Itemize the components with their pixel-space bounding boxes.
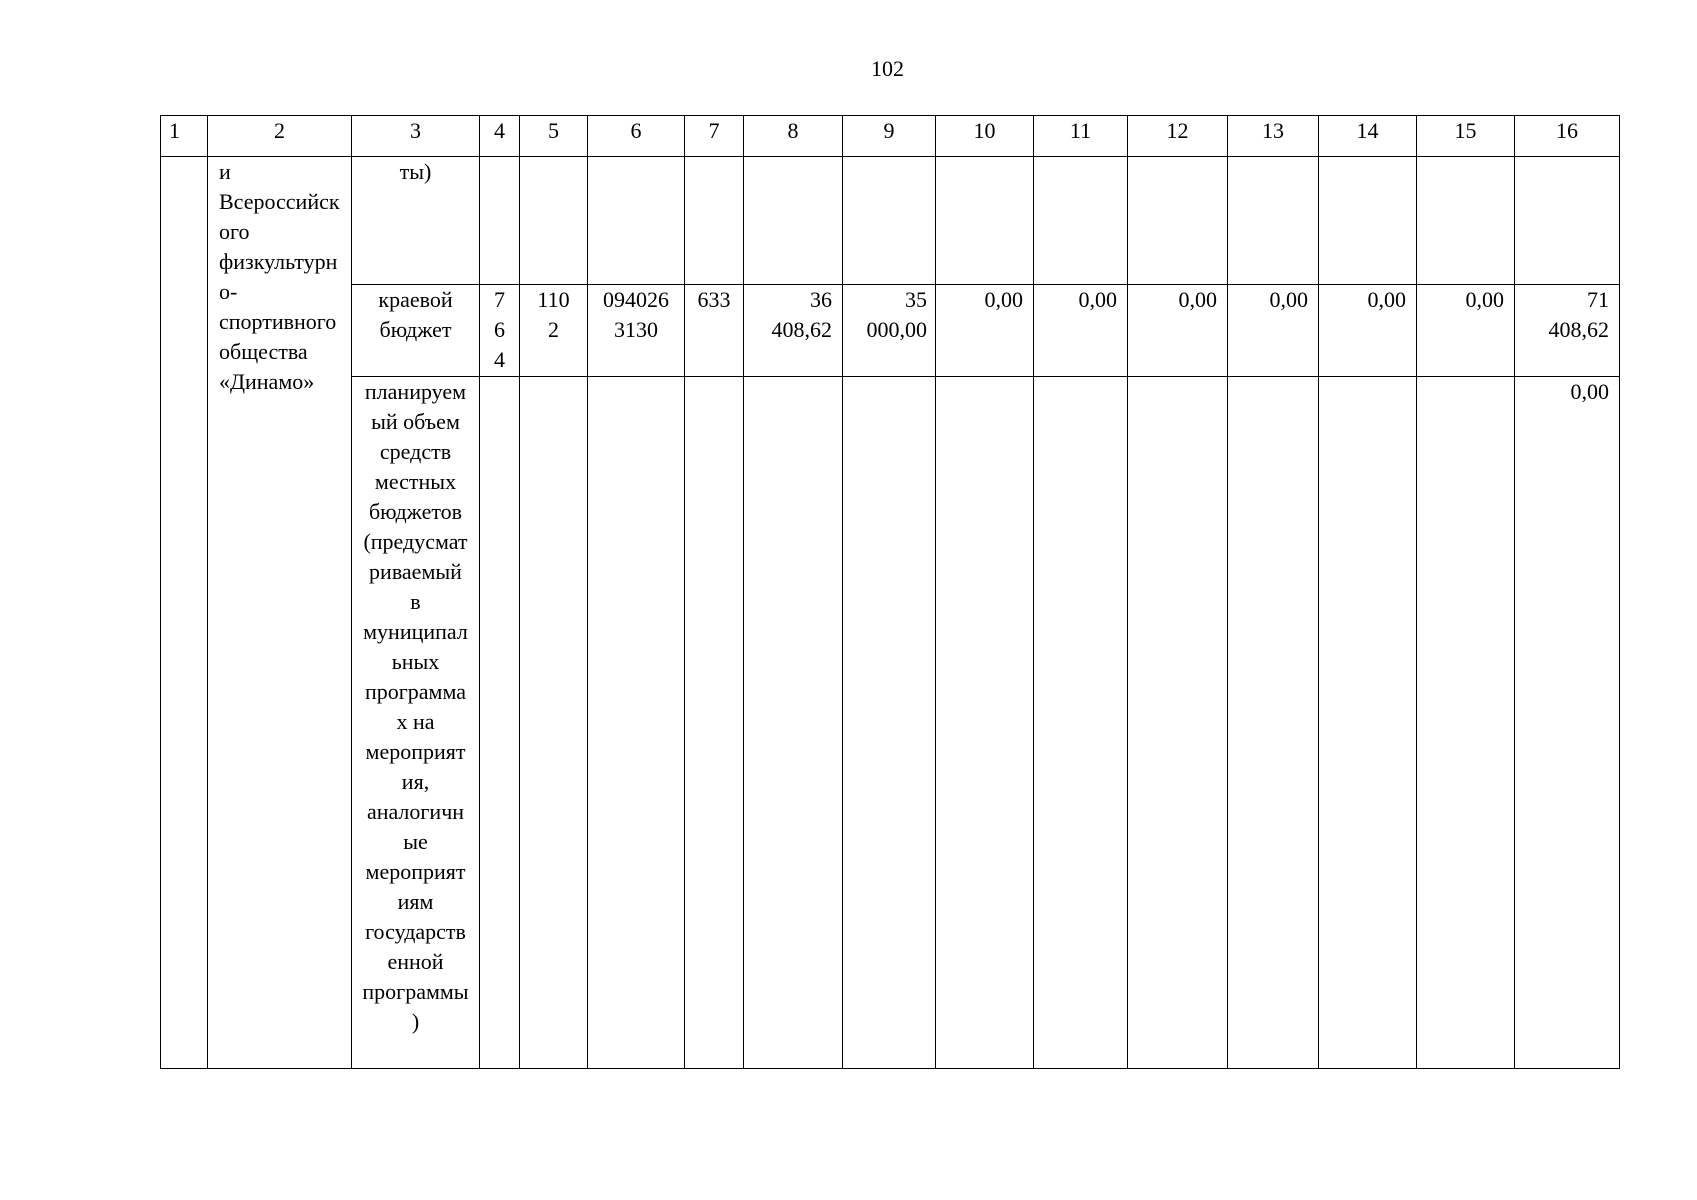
header-cell: 14	[1319, 116, 1417, 157]
table-cell-col5: 1102	[520, 285, 588, 377]
table-header-row	[161, 116, 1620, 157]
table-cell-col4: 764	[480, 285, 520, 377]
page-number: 102	[871, 56, 904, 81]
table-cell-col4	[480, 157, 520, 285]
table-cell-col10: 0,00	[936, 285, 1034, 377]
table-cell-col6: 0940263130	[588, 285, 685, 377]
header-cell: 5	[520, 116, 588, 157]
table-cell-col5	[520, 157, 588, 285]
table-cell-col3: ты)	[352, 157, 480, 285]
header-cell: 16	[1515, 116, 1620, 157]
header-cell: 8	[744, 116, 843, 157]
header-cell: 4	[480, 116, 520, 157]
table-cell-col2: и Всероссийского физкультурно-спортивного общества «Динамо»	[208, 157, 352, 1069]
table-cell-col5	[520, 377, 588, 1069]
table-cell-col12	[1128, 377, 1228, 1069]
header-cell: 2	[208, 116, 352, 157]
header-cell: 13	[1228, 116, 1319, 157]
table-cell-col14	[1319, 157, 1417, 285]
table-cell-col4	[480, 377, 520, 1069]
table-cell-col9: 35 000,00	[843, 285, 936, 377]
table-cell-col8	[744, 157, 843, 285]
header-cell: 1	[161, 116, 208, 157]
table-row	[161, 285, 1620, 377]
table-cell-col11	[1034, 157, 1128, 285]
table-cell-col12: 0,00	[1128, 285, 1228, 377]
table-cell-col12	[1128, 157, 1228, 285]
table-cell-col16: 0,00	[1515, 377, 1620, 1069]
table-cell-col13: 0,00	[1228, 285, 1319, 377]
header-cell: 11	[1034, 116, 1128, 157]
table-cell-col13	[1228, 377, 1319, 1069]
header-cell: 15	[1417, 116, 1515, 157]
table-cell-col13	[1228, 157, 1319, 285]
table-cell-col3: краевой бюджет	[352, 285, 480, 377]
header-cell: 3	[352, 116, 480, 157]
table-cell-col15	[1417, 157, 1515, 285]
table-row	[161, 157, 1620, 285]
budget-table	[160, 115, 1620, 1069]
table-cell-col7	[685, 377, 744, 1069]
header-cell: 7	[685, 116, 744, 157]
table-cell-col10	[936, 377, 1034, 1069]
table-cell-col8: 36 408,62	[744, 285, 843, 377]
table-cell-col16	[1515, 157, 1620, 285]
table-cell-col7	[685, 157, 744, 285]
table-cell-col9	[843, 157, 936, 285]
table-cell-col7: 633	[685, 285, 744, 377]
table-cell-col8	[744, 377, 843, 1069]
table-cell-col6	[588, 377, 685, 1069]
table-cell-col11: 0,00	[1034, 285, 1128, 377]
table-cell-col11	[1034, 377, 1128, 1069]
table-cell-col9	[843, 377, 936, 1069]
table-cell-col6	[588, 157, 685, 285]
table-cell-col10	[936, 157, 1034, 285]
table-cell-col14	[1319, 377, 1417, 1069]
table-row	[161, 377, 1620, 1069]
table-cell-col15	[1417, 377, 1515, 1069]
header-cell: 10	[936, 116, 1034, 157]
table-cell-col16: 71 408,62	[1515, 285, 1620, 377]
table-cell-col15: 0,00	[1417, 285, 1515, 377]
table-cell-col3: планируемый объем средств местных бюджетов (предусматриваемый в муниципальных программах на мероприятия, аналогичные мероприятиям государственной программы)	[352, 377, 480, 1069]
table-cell-col14: 0,00	[1319, 285, 1417, 377]
table-cell-col1	[161, 157, 208, 1069]
header-cell: 9	[843, 116, 936, 157]
header-cell: 12	[1128, 116, 1228, 157]
header-cell: 6	[588, 116, 685, 157]
